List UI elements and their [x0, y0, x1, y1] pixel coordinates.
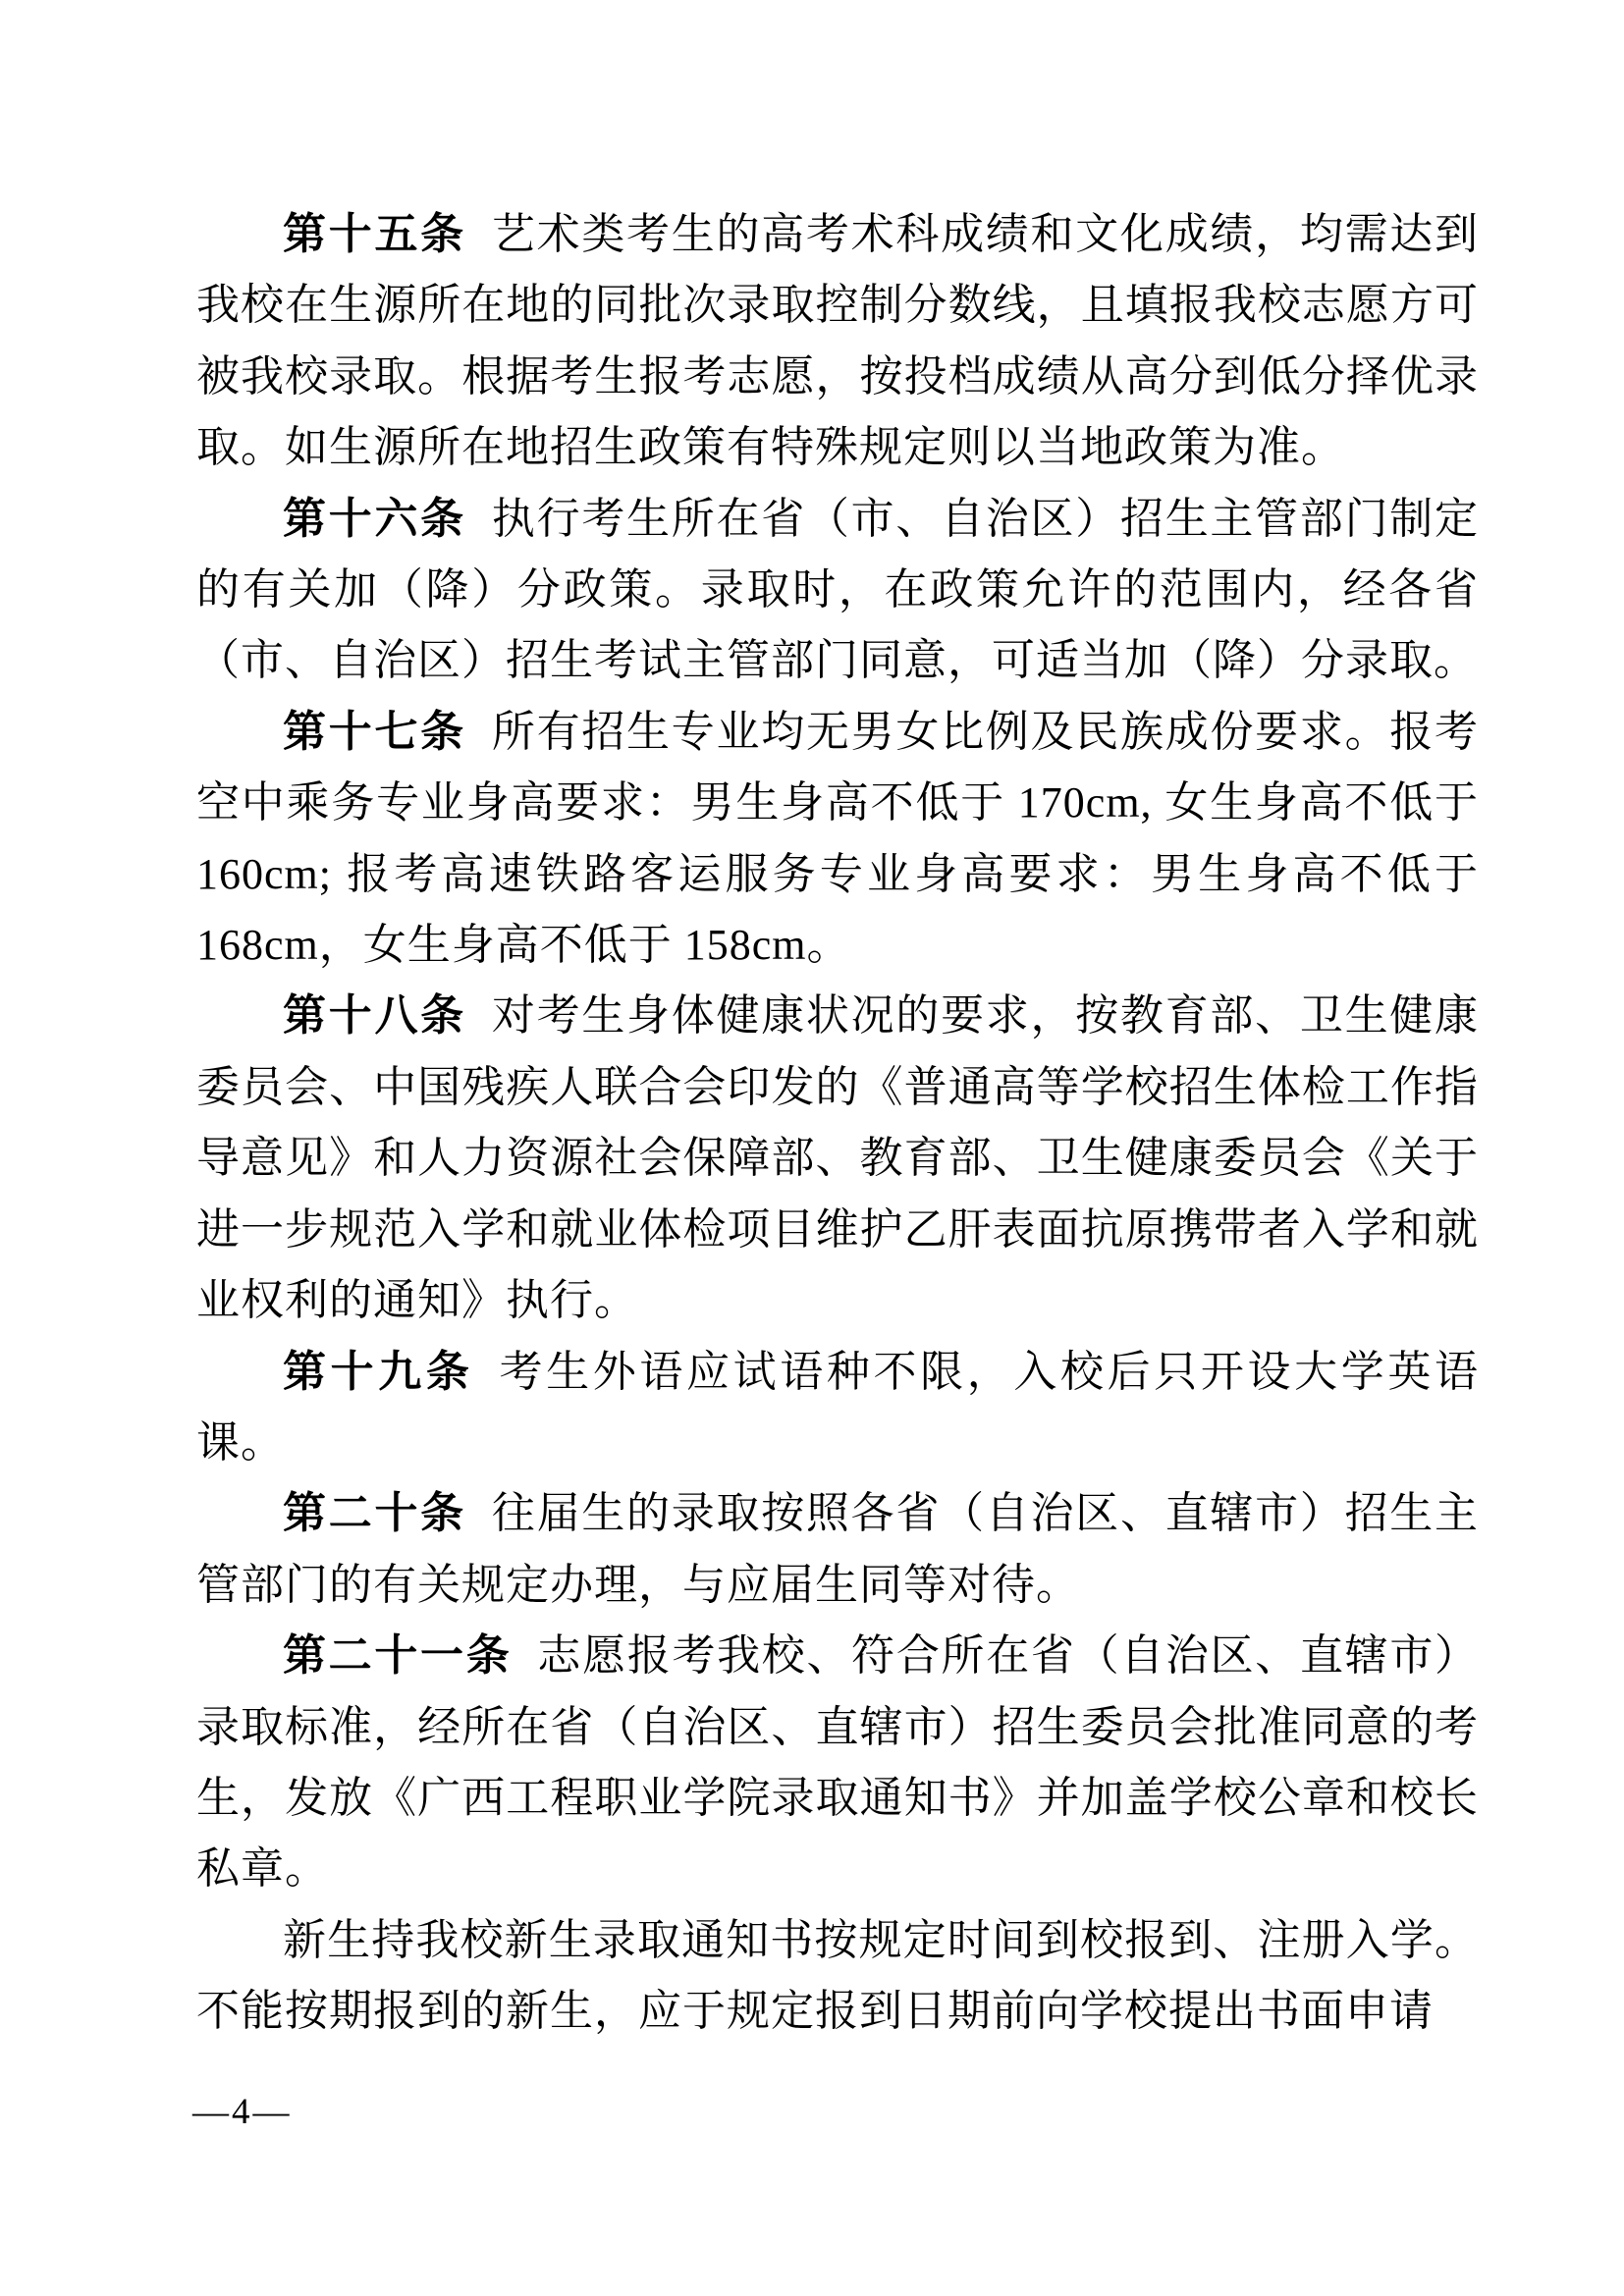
article-20-text: 往届生的录取按照各省（自治区、直辖市）招生主管部门的有关规定办理，与应届生同等对待。	[196, 1489, 1480, 1609]
freshman-registration-text: 新生持我校新生录取通知书按规定时间到校报到、注册入学。不能按期报到的新生，应于规定报到日期前向学校提出书面申请	[196, 1915, 1479, 2036]
paragraph-article-21	[196, 1621, 1479, 1905]
paragraph-article-20	[196, 1478, 1479, 1621]
paragraph-article-15	[196, 199, 1479, 484]
paragraph-article-17	[196, 697, 1479, 982]
article-17-heading: 第十七条	[283, 707, 466, 756]
paragraph-article-19	[196, 1337, 1479, 1479]
paragraph-freshman-registration	[196, 1905, 1479, 2048]
article-18-heading: 第十八条	[283, 991, 466, 1041]
article-19-text: 考生外语应试语种不限，入校后只开设大学英语课。	[196, 1347, 1479, 1467]
document-body	[196, 199, 1479, 2048]
article-16-text: 执行考生所在省（市、自治区）招生主管部门制定的有关加（降）分政策。录取时，在政策允许的范围内，经各省（市、自治区）招生考试主管部门同意，可适当加（降）分录取。	[196, 494, 1480, 685]
paragraph-article-18	[196, 981, 1479, 1336]
article-16-heading: 第十六条	[283, 494, 466, 543]
article-21-heading: 第二十一条	[283, 1631, 513, 1681]
article-17-text: 所有招生专业均无男女比例及民族成份要求。报考空中乘务专业身高要求：男生身高不低于 170cm, 女生身高不低于 160cm; 报考高速铁路客运服务专业身高要求：男生身高不低于 168cm，女生身高不低于 158cm。	[196, 707, 1480, 970]
article-18-text: 对考生身体健康状况的要求，按教育部、卫生健康委员会、中国残疾人联合会印发的《普通高等学校招生体检工作指导意见》和人力资源社会保障部、教育部、卫生健康委员会《关于进一步规范入学和就业体检项目维护乙肝表面抗原携带者入学和就业权利的通知》执行。	[196, 991, 1480, 1325]
article-15-heading: 第十五条	[283, 210, 466, 258]
article-19-heading: 第十九条	[283, 1347, 474, 1396]
page-number-label: —4—	[192, 2092, 293, 2132]
article-20-heading: 第二十条	[283, 1489, 466, 1538]
article-15-text: 艺术类考生的高考术科成绩和文化成绩，均需达到我校在生源所在地的同批次录取控制分数线，且填报我校志愿方可被我校录取。根据考生报考志愿，按投档成绩从高分到低分择优录取。如生源所在地招生政策有特殊规定则以当地政策为准。	[196, 210, 1480, 472]
page-number	[192, 2091, 293, 2133]
article-21-text: 志愿报考我校、符合所在省（自治区、直辖市）录取标准，经所在省（自治区、直辖市）招生委员会批准同意的考生，发放《广西工程职业学院录取通知书》并加盖学校公章和校长私章。	[196, 1631, 1480, 1894]
paragraph-article-16	[196, 484, 1479, 697]
